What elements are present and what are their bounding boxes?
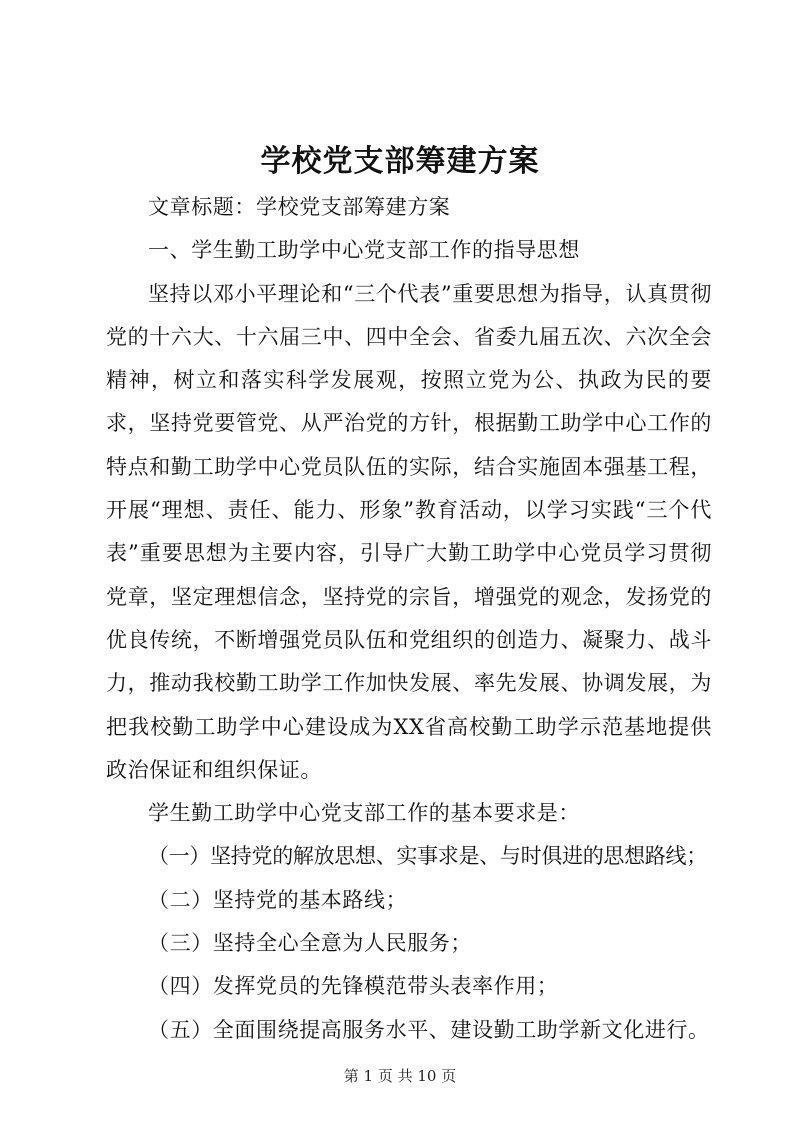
requirement-item: （三）坚持全心全意为人民服务； xyxy=(148,931,472,956)
section-heading: 一、学生勤工助学中心党支部工作的指导思想 xyxy=(148,238,580,263)
requirement-item xyxy=(106,835,712,878)
article-title-line: 文章标题：学校党支部筹建方案 xyxy=(148,195,451,219)
page-number-footer: 第 1 页 共 10 页 xyxy=(343,1067,457,1085)
basic-requirements-intro: 学生勤工助学中心党支部工作的基本要求是： xyxy=(148,801,580,826)
requirement-item: （二）坚持党的基本路线； xyxy=(148,887,408,912)
requirement-item: （五）全面围绕提高服务水平、建设勤工助学新文化进行。 xyxy=(148,1017,710,1042)
requirement-item-text: （一）坚持党的解放思想、实事求是、与时俱进的思想路线； xyxy=(148,844,707,869)
document-body xyxy=(106,186,712,1052)
document-title: 学校党支部筹建方案 xyxy=(260,144,540,179)
requirement-item: （四）发挥党员的先锋模范带头表率作用； xyxy=(148,974,559,999)
guiding-ideology-paragraph: 坚持以邓小平理论和“三个代表”重要思想为指导，认真贯彻党的十六大、十六届三中、四中全会、省委九届五次、六次全会精神，树立和落实科学发展观，按照立党为公、执政为民的要求，坚持党要管党、从严治党的方针，根据勤工助学中心工作的特点和勤工助学中心党员队伍的实际，结合实施固本强基工程，开展“理想、责任、能力、形象”教育活动，以学习实践“三个代表”重要思想为主要内容，引导广大勤工助学中心党员学习贯彻党章，坚定理想信念，坚持党的宗旨，增强党的观念，发扬党的优良传统，不断增强党员队伍和党组织的创造力、凝聚力、战斗力，推动我校勤工助学工作加快发展、率先发展、协调发展，为把我校勤工助学中心建设成为XX省高校勤工助学示范基地提供政治保证和组织保证。 xyxy=(106,281,712,782)
